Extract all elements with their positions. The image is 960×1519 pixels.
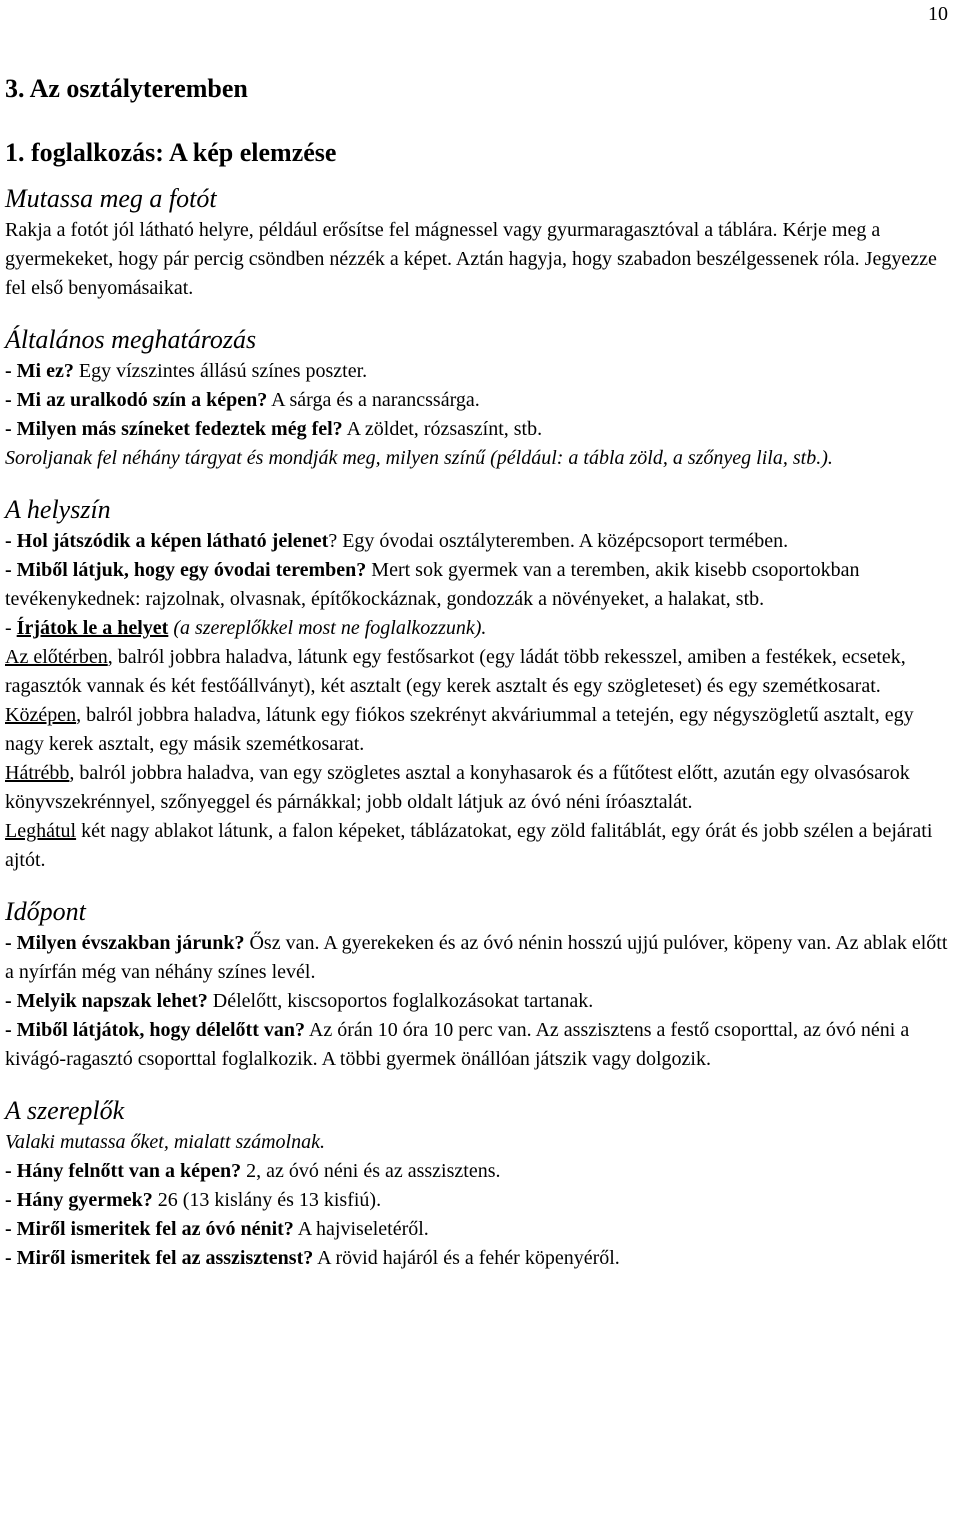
answer: Mert sok gyermek van a teremben, akik kisebb csoportokban tevékenykednek: rajzolnak, olvasnak, építőkockáznak, gondozzák a növényeket, a halakat, stb. [5, 559, 860, 610]
question: - Miről ismeritek fel az óvó nénit? [5, 1218, 294, 1240]
place-paragraph-middle [5, 701, 955, 759]
answer: A hajviseletéről. [293, 1218, 429, 1240]
paragraph-lead: Hátrébb [5, 762, 70, 784]
answer: 26 (13 kislány és 13 kisfiú). [152, 1189, 382, 1211]
lesson-title: 1. foglalkozás: A kép elemzése [5, 138, 337, 167]
paragraph-lead: Leghátul [5, 820, 77, 842]
document-body [5, 72, 955, 1273]
place-paragraph-foreground [5, 643, 955, 701]
general-qa-3 [5, 415, 955, 444]
characters-qa-4 [5, 1244, 955, 1273]
answer: Délelőtt, kiscsoportos foglalkozásokat tartanak. [207, 990, 594, 1012]
general-note: Soroljanak fel néhány tárgyat és mondják meg, milyen színű (például: a tábla zöld, a szőnyeg lila, stb.). [5, 447, 833, 469]
page-number: 10 [928, 3, 948, 25]
question: - Miről ismeritek fel az asszisztenst? [5, 1247, 314, 1269]
photo-instructions: Rakja a fotót jól látható helyre, például erősítse fel mágnessel vagy gyurmaragasztóval a táblára. Kérje meg a gyermekeket, hogy pár percig csöndben nézzék a képet. Aztán hagyja, hogy szabadon beszélgessenek róla. Jegyezze fel első benyomásaikat. [5, 219, 937, 299]
paragraph-lead: Középen [5, 704, 77, 726]
answer: A sárga és a narancssárga. [267, 389, 480, 411]
question: - Hány gyermek? [5, 1189, 153, 1211]
question: - Milyen évszakban járunk? [5, 932, 245, 954]
paragraph-text: , balról jobbra haladva, van egy szögletes asztal a konyhasarok és a fűtőtest előtt, azután egy olvasósarok könyvszekrénnyel, szőnyeggel és párnákkal; jobb oldalt látjuk az óvó néni íróasztalát. [5, 762, 910, 813]
answer: A rövid hajáról és a fehér köpenyéről. [313, 1247, 620, 1269]
general-qa-2 [5, 386, 955, 415]
characters-qa-3 [5, 1215, 955, 1244]
time-qa-2 [5, 987, 955, 1016]
paragraph-lead: Az előtérben [5, 646, 108, 668]
place-qa-2 [5, 556, 955, 614]
time-qa-3 [5, 1016, 955, 1074]
section-heading-photo: Mutassa meg a fotót [5, 184, 217, 213]
section-heading-time: Időpont [5, 897, 86, 926]
answer: ? Egy óvodai osztályteremben. A középcsoport termében. [328, 530, 789, 552]
characters-note: Valaki mutassa őket, mialatt számolnak. [5, 1131, 325, 1153]
paragraph-text: , balról jobbra haladva, látunk egy festősarkot (egy ládát több rekesszel, amiben a festékek, ecsetek, ragasztók vannak és két festőállványt), két asztalt (egy kerek asztalt és egy szögleteset) és egy szemétkosarat. [5, 646, 906, 697]
chapter-title: 3. Az osztályteremben [5, 74, 248, 103]
answer: Az órán 10 óra 10 perc van. Az asszisztens a festő csoporttal, az óvó néni a kivágó-ragasztó csoporttal foglalkozik. A többi gyermek önállóan játszik vagy dolgozik. [5, 1019, 910, 1070]
question: - Miből látjuk, hogy egy óvodai teremben? [5, 559, 367, 581]
section-heading-place: A helyszín [5, 495, 111, 524]
place-qa-3 [5, 614, 955, 643]
answer: A zöldet, rózsaszínt, stb. [342, 418, 543, 440]
place-paragraph-back [5, 759, 955, 817]
paragraph-text: két nagy ablakot látunk, a falon képeket, táblázatokat, egy zöld falitáblát, egy órát és jobb szélen a bejárati ajtót. [5, 820, 933, 871]
answer: 2, az óvó néni és az asszisztens. [241, 1160, 501, 1182]
place-paragraph-rear [5, 817, 955, 875]
question: - Hány felnőtt van a képen? [5, 1160, 242, 1182]
time-qa-1 [5, 929, 955, 987]
general-qa-1 [5, 357, 955, 386]
question: - Mi az uralkodó szín a képen? [5, 389, 268, 411]
place-qa-1 [5, 527, 955, 556]
answer: Ősz van. A gyerekeken és az óvó nénin hosszú ujjú pulóver, köpeny van. Az ablak előtt a nyírfán még van néhány színes levél. [5, 932, 948, 983]
question: - Hol játszódik a képen látható jelenet [5, 530, 329, 552]
characters-qa-2 [5, 1186, 955, 1215]
characters-qa-1 [5, 1157, 955, 1186]
section-heading-general: Általános meghatározás [5, 325, 257, 354]
question: - Mi ez? [5, 360, 74, 382]
section-heading-characters: A szereplők [5, 1096, 125, 1125]
question: - Melyik napszak lehet? [5, 990, 208, 1012]
paragraph-text: , balról jobbra haladva, látunk egy fiókos szekrényt akváriummal a tetején, egy négyszögletű asztalt, egy nagy kerek asztalt, egy másik szemétkosarat. [5, 704, 914, 755]
question: Írjátok le a helyet [16, 617, 169, 639]
answer: (a szereplőkkel most ne foglalkozzunk). [168, 617, 487, 639]
question: - Milyen más színeket fedeztek még fel? [5, 418, 343, 440]
answer: Egy vízszintes állású színes poszter. [73, 360, 368, 382]
question: - Miből látjátok, hogy délelőtt van? [5, 1019, 305, 1041]
dash: - [5, 617, 17, 639]
